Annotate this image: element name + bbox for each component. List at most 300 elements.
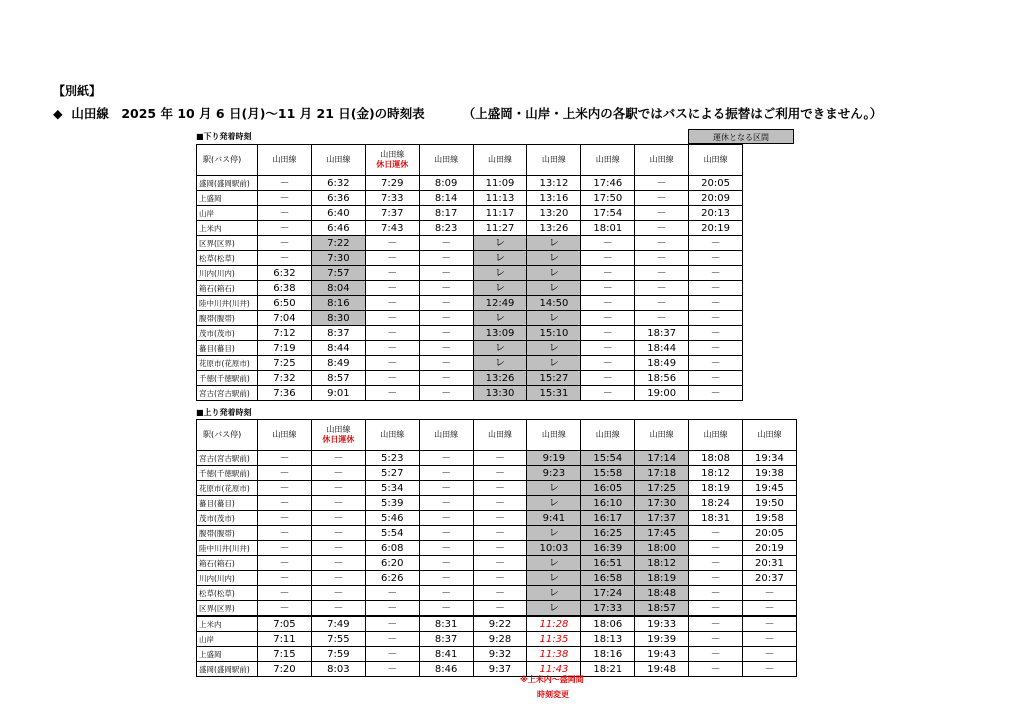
time-cell: － bbox=[635, 281, 689, 296]
time-cell: － bbox=[419, 496, 473, 511]
time-cell: 18:12 bbox=[635, 556, 689, 571]
time-cell: 8:23 bbox=[419, 221, 473, 236]
time-cell: 19:38 bbox=[743, 466, 797, 481]
time-cell: 13:16 bbox=[527, 191, 581, 206]
time-cell: 6:50 bbox=[258, 296, 312, 311]
time-cell: 11:13 bbox=[473, 191, 527, 206]
time-cell: 8:17 bbox=[419, 206, 473, 221]
header-row bbox=[197, 420, 797, 451]
time-cell: － bbox=[365, 371, 419, 386]
time-cell: 9:41 bbox=[527, 511, 581, 526]
time-cell: － bbox=[258, 466, 312, 481]
time-cell: － bbox=[419, 571, 473, 586]
line-name: 山田線 bbox=[703, 430, 728, 439]
station-name: 川内(川内) bbox=[197, 266, 258, 281]
time-cell: － bbox=[473, 586, 527, 601]
time-cell: 19:43 bbox=[635, 647, 689, 662]
time-cell: レ bbox=[473, 251, 527, 266]
timetable-row bbox=[197, 616, 797, 632]
time-cell: 6:38 bbox=[258, 281, 312, 296]
time-cell: － bbox=[258, 526, 312, 541]
time-cell: － bbox=[258, 176, 312, 191]
time-cell: 6:32 bbox=[311, 176, 365, 191]
time-cell: － bbox=[419, 511, 473, 526]
time-cell: － bbox=[258, 541, 312, 556]
time-cell: 15:31 bbox=[527, 386, 581, 401]
train-column-header bbox=[527, 145, 581, 176]
station-name: 松草(松草) bbox=[197, 586, 258, 601]
timetable-row bbox=[197, 571, 797, 586]
time-cell: 15:58 bbox=[581, 466, 635, 481]
time-cell: 8:31 bbox=[419, 616, 473, 632]
time-cell: レ bbox=[527, 556, 581, 571]
time-cell: － bbox=[635, 176, 689, 191]
time-cell: － bbox=[419, 266, 473, 281]
line-name: 山田線 bbox=[488, 430, 512, 439]
timetable-row bbox=[197, 206, 743, 221]
timetable-row bbox=[197, 662, 797, 677]
train-column-header bbox=[743, 420, 797, 451]
time-cell: － bbox=[258, 451, 312, 466]
line-name: 山田線 bbox=[326, 425, 351, 434]
time-cell: 18:44 bbox=[635, 341, 689, 356]
time-cell: 5:46 bbox=[365, 511, 419, 526]
time-cell: － bbox=[419, 601, 473, 617]
diamond-bullet-icon: ◆ bbox=[53, 106, 63, 121]
time-cell: 17:14 bbox=[635, 451, 689, 466]
time-cell: レ bbox=[527, 356, 581, 371]
timetable-row bbox=[197, 281, 743, 296]
time-cell: 5:34 bbox=[365, 481, 419, 496]
line-name: 山田線 bbox=[272, 155, 297, 164]
timetable-row bbox=[197, 266, 743, 281]
time-cell: 15:27 bbox=[527, 371, 581, 386]
time-cell: 16:17 bbox=[581, 511, 635, 526]
time-cell: － bbox=[258, 251, 312, 266]
time-cell: － bbox=[689, 601, 743, 617]
time-cell: － bbox=[419, 281, 473, 296]
time-cell: － bbox=[311, 601, 365, 617]
time-cell: 7:57 bbox=[311, 266, 365, 281]
time-cell: － bbox=[258, 206, 312, 221]
time-cell: 11:43 bbox=[527, 662, 581, 677]
time-cell: － bbox=[689, 586, 743, 601]
train-column-header bbox=[365, 145, 419, 176]
time-cell: レ bbox=[527, 526, 581, 541]
time-cell: 5:54 bbox=[365, 526, 419, 541]
timetable-row bbox=[197, 191, 743, 206]
time-cell: 9:23 bbox=[527, 466, 581, 481]
time-cell: － bbox=[311, 496, 365, 511]
time-cell: － bbox=[689, 541, 743, 556]
time-cell: － bbox=[365, 251, 419, 266]
time-cell: 16:58 bbox=[581, 571, 635, 586]
time-cell: 8:09 bbox=[419, 176, 473, 191]
time-cell: 16:25 bbox=[581, 526, 635, 541]
time-cell: － bbox=[258, 571, 312, 586]
time-cell: － bbox=[419, 296, 473, 311]
train-column-header bbox=[419, 145, 473, 176]
station-name: 花原市(花原市) bbox=[197, 481, 258, 496]
time-cell: 20:19 bbox=[689, 221, 743, 236]
time-cell: － bbox=[365, 326, 419, 341]
time-cell: 9:37 bbox=[473, 662, 527, 677]
time-cell: － bbox=[473, 511, 527, 526]
line-name: 山田線 bbox=[434, 430, 459, 439]
time-cell: 18:21 bbox=[581, 662, 635, 677]
timetable-row bbox=[197, 511, 797, 526]
station-name: 陸中川井(川井) bbox=[197, 296, 258, 311]
time-cell: － bbox=[581, 236, 635, 251]
station-name: 蟇目(蟇目) bbox=[197, 341, 258, 356]
time-cell: － bbox=[689, 341, 743, 356]
time-cell: 11:09 bbox=[473, 176, 527, 191]
schedule-change-note: ※上米内～盛岡間 bbox=[520, 675, 584, 684]
time-cell: 18:31 bbox=[689, 511, 743, 526]
time-cell: レ bbox=[527, 601, 581, 617]
station-name: 盛岡(盛岡駅前) bbox=[197, 662, 258, 677]
time-cell: － bbox=[365, 586, 419, 601]
time-cell: － bbox=[689, 571, 743, 586]
timetable-row bbox=[197, 311, 743, 326]
suspended-section-legend: 運休となる区間 bbox=[688, 129, 794, 144]
time-cell: 8:30 bbox=[311, 311, 365, 326]
time-cell: 11:17 bbox=[473, 206, 527, 221]
time-cell: 20:31 bbox=[743, 556, 797, 571]
time-cell: 18:19 bbox=[689, 481, 743, 496]
time-cell: 11:38 bbox=[527, 647, 581, 662]
time-cell: 18:08 bbox=[689, 451, 743, 466]
time-cell: － bbox=[689, 236, 743, 251]
time-cell: － bbox=[689, 281, 743, 296]
time-cell: 6:26 bbox=[365, 571, 419, 586]
time-cell: － bbox=[365, 266, 419, 281]
station-name: 腹帯(腹帯) bbox=[197, 311, 258, 326]
time-cell: レ bbox=[527, 311, 581, 326]
train-column-header bbox=[473, 145, 527, 176]
train-column-header bbox=[689, 420, 743, 451]
line-name: 山田線 bbox=[488, 155, 512, 164]
time-cell: － bbox=[258, 511, 312, 526]
station-header: 駅(バス停) bbox=[197, 145, 258, 176]
time-cell: － bbox=[258, 586, 312, 601]
time-cell: － bbox=[473, 451, 527, 466]
station-name: 腹帯(腹帯) bbox=[197, 526, 258, 541]
time-cell: － bbox=[689, 311, 743, 326]
train-column-header bbox=[473, 420, 527, 451]
time-cell: 7:19 bbox=[258, 341, 312, 356]
station-name: 千徳(千徳駅前) bbox=[197, 371, 258, 386]
annex-label: 【別紙】 bbox=[53, 84, 102, 98]
time-cell: レ bbox=[527, 481, 581, 496]
time-cell: － bbox=[365, 341, 419, 356]
page-title bbox=[53, 104, 882, 122]
time-cell: 17:54 bbox=[581, 206, 635, 221]
time-cell: 6:36 bbox=[311, 191, 365, 206]
station-name: 茂市(茂市) bbox=[197, 326, 258, 341]
time-cell: － bbox=[311, 481, 365, 496]
timetable-row bbox=[197, 236, 743, 251]
time-cell: レ bbox=[527, 236, 581, 251]
time-cell: 16:51 bbox=[581, 556, 635, 571]
down-timetable bbox=[196, 144, 743, 401]
time-cell: 9:22 bbox=[473, 616, 527, 632]
station-name: 区界(区界) bbox=[197, 601, 258, 617]
time-cell: － bbox=[311, 556, 365, 571]
time-cell: 13:20 bbox=[527, 206, 581, 221]
time-cell: 17:46 bbox=[581, 176, 635, 191]
time-cell: － bbox=[581, 311, 635, 326]
station-name: 箱石(箱石) bbox=[197, 281, 258, 296]
time-cell: 8:14 bbox=[419, 191, 473, 206]
time-cell: － bbox=[581, 356, 635, 371]
time-cell: － bbox=[365, 632, 419, 647]
station-header: 駅(バス停) bbox=[197, 420, 258, 451]
line-name: 山田線 bbox=[649, 155, 674, 164]
time-cell: － bbox=[581, 326, 635, 341]
time-cell: 9:19 bbox=[527, 451, 581, 466]
time-cell: 17:45 bbox=[635, 526, 689, 541]
timetable-row bbox=[197, 341, 743, 356]
timetable-row bbox=[197, 176, 743, 191]
time-cell: － bbox=[581, 371, 635, 386]
time-cell: － bbox=[473, 556, 527, 571]
time-cell: 17:37 bbox=[635, 511, 689, 526]
station-name: 千徳(千徳駅前) bbox=[197, 466, 258, 481]
time-cell: 6:32 bbox=[258, 266, 312, 281]
time-cell: レ bbox=[527, 266, 581, 281]
station-name: 山岸 bbox=[197, 206, 258, 221]
holiday-suspended-label: 休日運休 bbox=[322, 435, 355, 444]
time-cell: 18:13 bbox=[581, 632, 635, 647]
line-name: 山田線 bbox=[326, 155, 351, 164]
time-cell: 13:09 bbox=[473, 326, 527, 341]
line-name: 山田線 bbox=[595, 430, 620, 439]
time-cell: － bbox=[258, 556, 312, 571]
time-cell: － bbox=[258, 236, 312, 251]
time-cell: レ bbox=[473, 236, 527, 251]
time-cell: － bbox=[635, 236, 689, 251]
time-cell: － bbox=[258, 191, 312, 206]
time-cell: 19:34 bbox=[743, 451, 797, 466]
time-cell: 18:56 bbox=[635, 371, 689, 386]
time-cell: 19:50 bbox=[743, 496, 797, 511]
time-cell: 16:10 bbox=[581, 496, 635, 511]
time-cell: － bbox=[311, 586, 365, 601]
train-column-header bbox=[419, 420, 473, 451]
time-cell: 10:03 bbox=[527, 541, 581, 556]
time-cell: 13:12 bbox=[527, 176, 581, 191]
time-cell: レ bbox=[473, 356, 527, 371]
time-cell: 7:37 bbox=[365, 206, 419, 221]
time-cell: － bbox=[311, 451, 365, 466]
timetable-row bbox=[197, 371, 743, 386]
time-cell: 6:46 bbox=[311, 221, 365, 236]
station-name: 山岸 bbox=[197, 632, 258, 647]
time-cell: － bbox=[365, 296, 419, 311]
time-cell: － bbox=[743, 647, 797, 662]
time-cell: － bbox=[258, 481, 312, 496]
time-cell: 7:04 bbox=[258, 311, 312, 326]
time-cell: 18:00 bbox=[635, 541, 689, 556]
time-cell: レ bbox=[527, 281, 581, 296]
timetable-row bbox=[197, 632, 797, 647]
timetable-row bbox=[197, 556, 797, 571]
bus-substitution-note: （上盛岡・山岸・上米内の各駅ではバスによる振替はご利用できません。） bbox=[462, 106, 883, 121]
time-cell: 18:37 bbox=[635, 326, 689, 341]
time-cell: 7:55 bbox=[311, 632, 365, 647]
up-section-label: ■上り発着時刻 bbox=[196, 408, 252, 417]
timetable-row bbox=[197, 386, 743, 401]
time-cell: 20:37 bbox=[743, 571, 797, 586]
time-cell: 7:29 bbox=[365, 176, 419, 191]
time-cell: － bbox=[365, 616, 419, 632]
timetable-row bbox=[197, 326, 743, 341]
time-cell: 18:24 bbox=[689, 496, 743, 511]
station-name: 宮古(宮古駅前) bbox=[197, 451, 258, 466]
time-cell: 18:19 bbox=[635, 571, 689, 586]
timetable-row bbox=[197, 356, 743, 371]
train-column-header bbox=[689, 145, 743, 176]
time-cell: 18:01 bbox=[581, 221, 635, 236]
time-cell: レ bbox=[473, 311, 527, 326]
time-cell: 16:05 bbox=[581, 481, 635, 496]
time-cell: 17:18 bbox=[635, 466, 689, 481]
time-cell: 9:32 bbox=[473, 647, 527, 662]
line-name: 山田線 bbox=[703, 155, 728, 164]
time-cell: 11:28 bbox=[527, 616, 581, 632]
time-cell: － bbox=[311, 571, 365, 586]
time-cell: － bbox=[365, 281, 419, 296]
time-cell: － bbox=[311, 541, 365, 556]
time-cell: － bbox=[311, 526, 365, 541]
time-cell: 19:39 bbox=[635, 632, 689, 647]
train-column-header bbox=[527, 420, 581, 451]
station-name: 花原市(花原市) bbox=[197, 356, 258, 371]
time-cell: － bbox=[365, 386, 419, 401]
time-cell: 13:26 bbox=[473, 371, 527, 386]
time-cell: － bbox=[473, 496, 527, 511]
time-cell: レ bbox=[473, 281, 527, 296]
time-cell: レ bbox=[527, 496, 581, 511]
time-cell: － bbox=[419, 311, 473, 326]
station-name: 上米内 bbox=[197, 616, 258, 632]
timetable-title: 山田線 2025 年 10 月 6 日(月)～11 月 21 日(金)の時刻表 bbox=[71, 106, 425, 121]
time-cell: － bbox=[419, 526, 473, 541]
time-cell: 7:43 bbox=[365, 221, 419, 236]
time-cell: － bbox=[689, 632, 743, 647]
train-column-header bbox=[258, 145, 312, 176]
time-cell: 5:39 bbox=[365, 496, 419, 511]
time-cell: 19:48 bbox=[635, 662, 689, 677]
time-cell: － bbox=[689, 371, 743, 386]
time-cell: － bbox=[473, 601, 527, 617]
train-column-header bbox=[581, 145, 635, 176]
time-cell: 18:57 bbox=[635, 601, 689, 617]
time-cell: 7:33 bbox=[365, 191, 419, 206]
time-cell: － bbox=[581, 296, 635, 311]
time-cell: 8:46 bbox=[419, 662, 473, 677]
time-cell: レ bbox=[527, 251, 581, 266]
time-cell: 18:16 bbox=[581, 647, 635, 662]
time-cell: － bbox=[635, 296, 689, 311]
down-section-label: ■下り発着時刻 bbox=[196, 132, 252, 141]
time-cell: 9:01 bbox=[311, 386, 365, 401]
train-column-header bbox=[311, 145, 365, 176]
time-cell: － bbox=[581, 281, 635, 296]
time-cell: 8:03 bbox=[311, 662, 365, 677]
time-cell: － bbox=[743, 586, 797, 601]
station-name: 宮古(宮古駅前) bbox=[197, 386, 258, 401]
time-cell: － bbox=[743, 616, 797, 632]
time-cell: 11:27 bbox=[473, 221, 527, 236]
time-cell: － bbox=[581, 266, 635, 281]
time-cell: － bbox=[473, 526, 527, 541]
time-cell: － bbox=[635, 191, 689, 206]
timetable-row bbox=[197, 451, 797, 466]
time-cell: － bbox=[419, 556, 473, 571]
time-cell: － bbox=[365, 647, 419, 662]
time-cell: 7:05 bbox=[258, 616, 312, 632]
holiday-suspended-label: 休日運休 bbox=[376, 160, 409, 169]
time-cell: － bbox=[311, 466, 365, 481]
time-cell: － bbox=[473, 541, 527, 556]
time-cell: 20:05 bbox=[689, 176, 743, 191]
time-cell: － bbox=[743, 632, 797, 647]
time-cell: － bbox=[581, 341, 635, 356]
time-cell: 15:10 bbox=[527, 326, 581, 341]
time-cell: 7:59 bbox=[311, 647, 365, 662]
line-name: 山田線 bbox=[272, 430, 297, 439]
time-cell: － bbox=[689, 326, 743, 341]
time-cell: － bbox=[311, 511, 365, 526]
time-cell: － bbox=[419, 481, 473, 496]
train-column-header bbox=[311, 420, 365, 451]
station-name: 陸中川井(川井) bbox=[197, 541, 258, 556]
line-name: 山田線 bbox=[757, 430, 782, 439]
time-cell: 7:25 bbox=[258, 356, 312, 371]
time-cell: 18:06 bbox=[581, 616, 635, 632]
time-cell: 18:48 bbox=[635, 586, 689, 601]
time-cell: － bbox=[635, 311, 689, 326]
time-cell: 20:13 bbox=[689, 206, 743, 221]
time-cell: 8:44 bbox=[311, 341, 365, 356]
time-cell: － bbox=[419, 451, 473, 466]
time-cell: － bbox=[365, 311, 419, 326]
station-name: 上米内 bbox=[197, 221, 258, 236]
time-cell: － bbox=[365, 356, 419, 371]
timetable-row bbox=[197, 496, 797, 511]
station-name: 川内(川内) bbox=[197, 571, 258, 586]
time-cell: 16:39 bbox=[581, 541, 635, 556]
timetable-row bbox=[197, 466, 797, 481]
timetable-row bbox=[197, 221, 743, 236]
time-cell: 7:12 bbox=[258, 326, 312, 341]
time-cell: レ bbox=[527, 586, 581, 601]
time-cell: － bbox=[419, 251, 473, 266]
up-timetable bbox=[196, 419, 797, 677]
station-name: 区界(区界) bbox=[197, 236, 258, 251]
train-column-header bbox=[581, 420, 635, 451]
time-cell: － bbox=[743, 662, 797, 677]
station-name: 上盛岡 bbox=[197, 191, 258, 206]
time-cell: － bbox=[689, 386, 743, 401]
time-cell: － bbox=[365, 236, 419, 251]
time-cell: 13:26 bbox=[527, 221, 581, 236]
time-cell: － bbox=[419, 386, 473, 401]
timetable-row bbox=[197, 541, 797, 556]
time-cell: 6:20 bbox=[365, 556, 419, 571]
